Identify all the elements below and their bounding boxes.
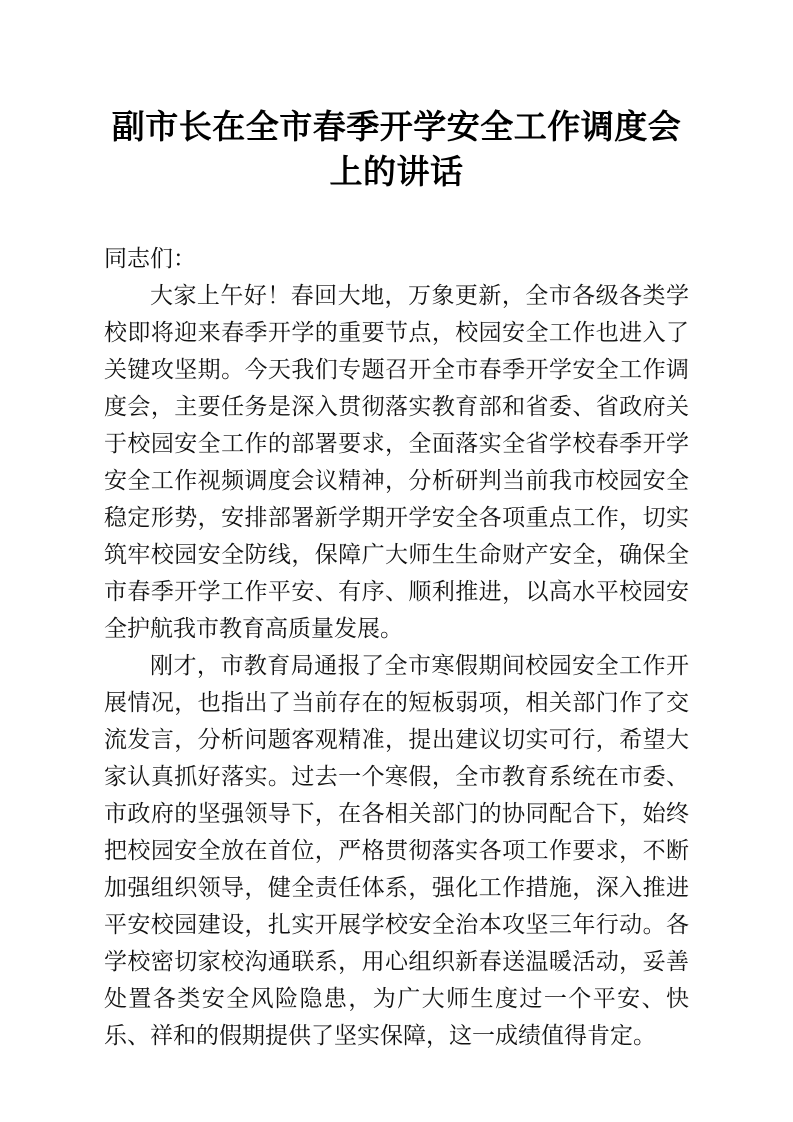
document-title: 副市长在全市春季开学安全工作调度会上的讲话 (111, 110, 682, 191)
salutation-line: 同志们： (104, 246, 196, 271)
paragraph-opening: 大家上午好！春回大地，万象更新，全市各级各类学校即将迎来春季开学的重要节点，校园安全工作也进入了关键攻坚期。今天我们专题召开全市春季开学安全工作调度会，主要任务是深入贯彻落实教育部和省委、省政府关于校园安全工作的部署要求，全面落实全省学校春季开学安全工作视频调度会议精神，分析研判当前我市校园安全稳定形势，安排部署新学期开学安全各项重点工作，切实筑牢校园安全防线，保障广大师生生命财产安全，确保全市春季开学工作平安、有序、顺利推进，以高水平校园安全护航我市教育高质量发展。 (104, 283, 689, 641)
document-body (104, 240, 689, 1054)
paragraph-review: 刚才，市教育局通报了全市寒假期间校园安全工作开展情况，也指出了当前存在的短板弱项，相关部门作了交流发言，分析问题客观精准，提出建议切实可行，希望大家认真抓好落实。过去一个寒假，全市教育系统在市委、市政府的坚强领导下，在各相关部门的协同配合下，始终把校园安全放在首位，严格贯彻落实各项工作要求，不断加强组织领导，健全责任体系，强化工作措施，深入推进平安校园建设，扎实开展学校安全治本攻坚三年行动。各学校密切家校沟通联系，用心组织新春送温暖活动，妥善处置各类安全风险隐患，为广大师生度过一个平安、快乐、祥和的假期提供了坚实保障，这一成绩值得肯定。 (104, 653, 689, 1048)
